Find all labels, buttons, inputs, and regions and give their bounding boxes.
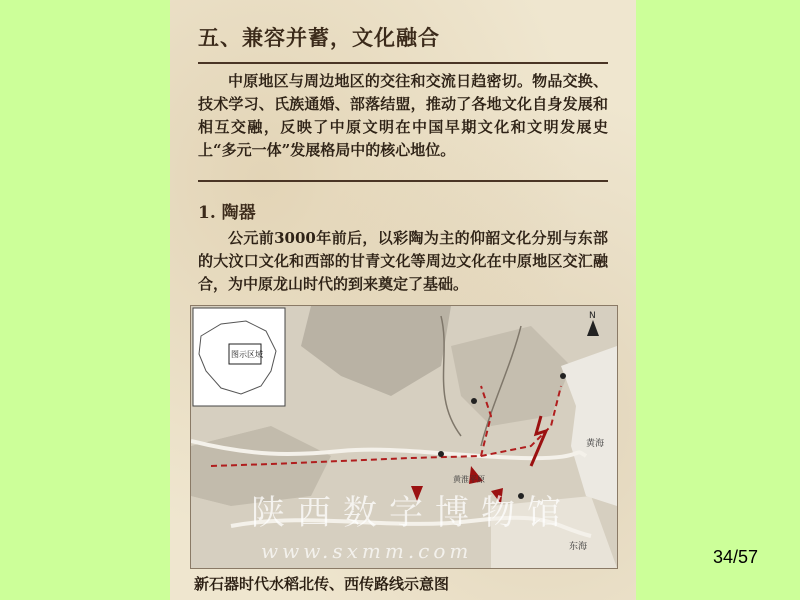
intro-paragraph: 中原地区与周边地区的交往和交流日趋密切。物品交换、技术学习、氏族通婚、部落结盟，推动了各地文化自身发展和相互交融，反映了中原文明在中国早期文化和文明发展史上“多元一体”发展格局中的核心地位。: [198, 72, 608, 159]
sea-label-yellow: 黄海: [586, 439, 605, 449]
inset-label: 图示区域: [231, 350, 263, 359]
page-number: 34/57: [713, 547, 759, 567]
map-graphic: [191, 306, 617, 568]
divider-bottom: [198, 180, 608, 182]
site-dot: [438, 451, 444, 457]
site-dot: [471, 398, 477, 404]
rice-route-map: [190, 305, 618, 569]
site-dot: [560, 373, 566, 379]
section-paragraph: 公元前3000年前后，以彩陶为主的仰韶文化分别与东部的大汶口文化和西部的甘青文化等周边文化在中原地区交汇融合，为中原龙山时代的到来奠定了基础。: [198, 229, 608, 293]
map-caption: 新石器时代水稻北传、西传路线示意图: [194, 575, 450, 593]
slide: [170, 0, 636, 600]
watermark-url: www.sxmm.com: [261, 539, 473, 563]
section-title: 1. 陶器: [198, 203, 256, 223]
slide-heading: 五、兼容并蓄，文化融合: [198, 25, 440, 50]
sea-label-east: 东海: [569, 542, 588, 552]
north-mark: N: [589, 311, 596, 321]
divider-top: [198, 62, 608, 64]
watermark-title: 陕西数字博物馆: [251, 493, 573, 533]
plain-label: 黄淮平原: [453, 475, 485, 484]
